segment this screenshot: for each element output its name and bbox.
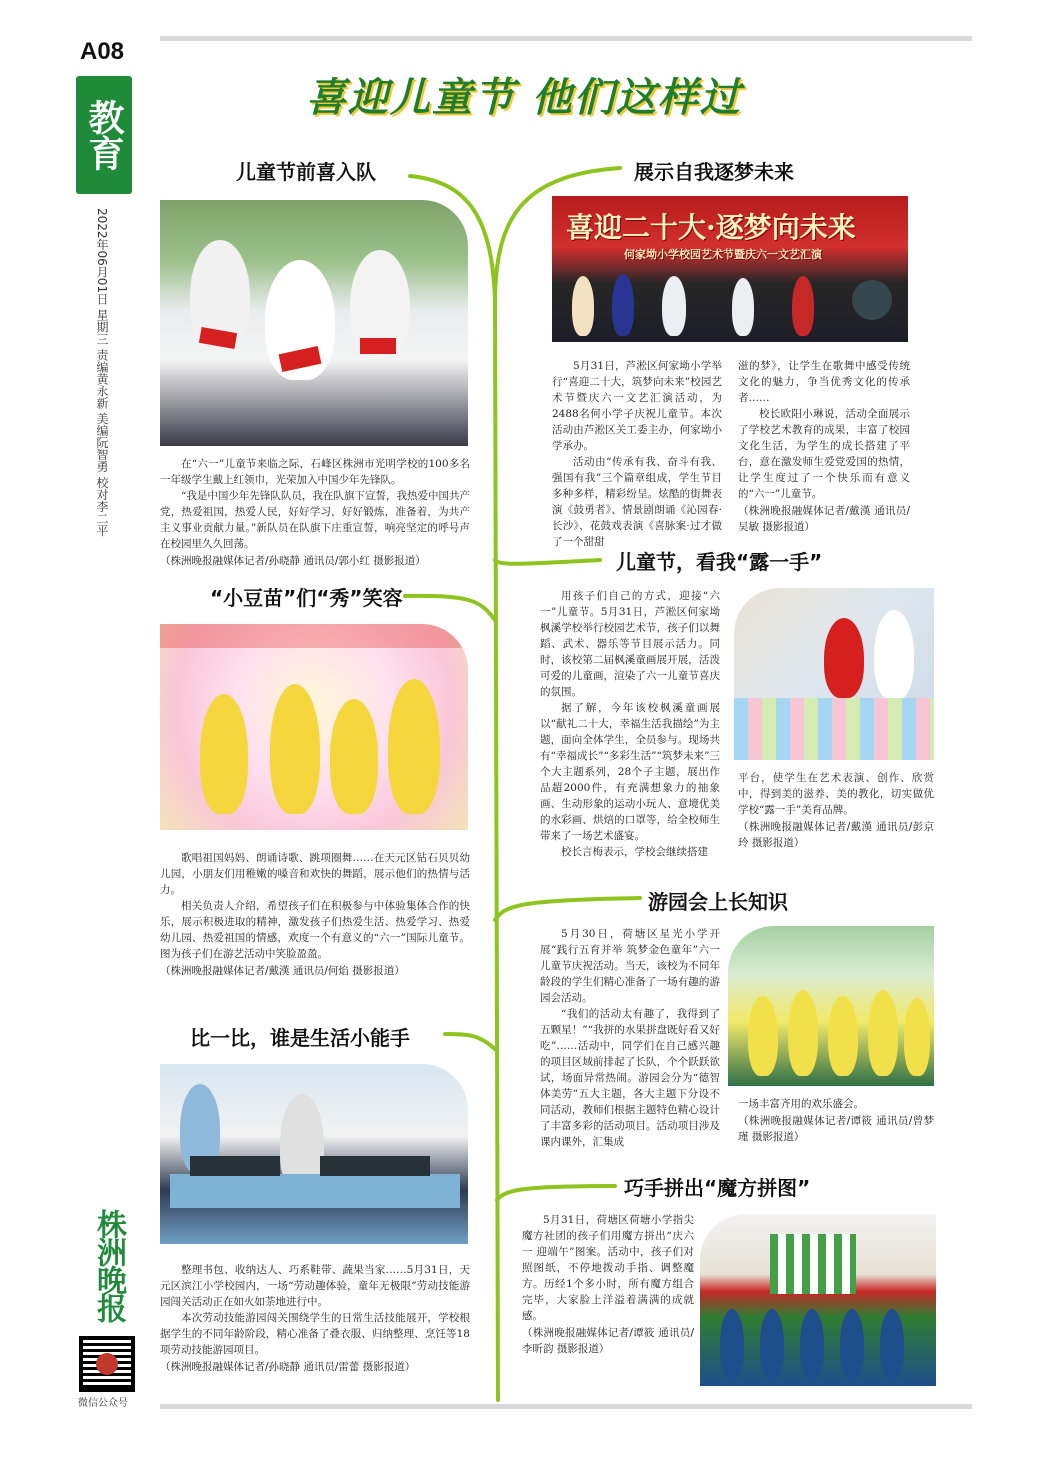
article-credit: （株洲晚报融媒体记者/戴漢 通讯员/吴敏 摄影报道）	[738, 505, 910, 533]
photo-life-skills	[160, 1064, 468, 1244]
article-credit: （株洲晚报融媒体记者/谭筱 通讯员/李昕韵 摄影报道）	[522, 1327, 694, 1355]
paragraph: “我们的活动太有趣了，我得到了五颗星！”“我拼的水果拼盘既好看又好吃”……活动中，同学们在自己感兴趣的项目区域前排起了长队，个个跃跃欲试，场面异常热闹。游园会分为“德智体美劳”五大主题，各大主题下分设不同活动，教师们根据主题特色精心设计了丰富多彩的活动项目。活动项目涉及课内课外，汇集成	[540, 1008, 720, 1148]
section-tab: 教育	[76, 76, 132, 194]
branch-a6	[495, 898, 640, 920]
article-title-garden-party: 游园会上长知识	[648, 890, 788, 914]
article-credit: （株洲晚报融媒体记者/孙晓静 通讯员/郭小红 摄影报道）	[160, 555, 426, 567]
page-meta: 2022年06月01日 星期三 责编黄永新 美编阮智勇 校对李二平	[95, 208, 109, 537]
paragraph: 用孩子们自己的方式，迎接“六一”儿童节。5月31日，芦淞区何家坳枫溪学校举行校园艺术节，孩子们以舞蹈、武术、器乐等节目展示活力。同时，该校第二届枫溪童画展开展，活泼可爱的儿童画，渲染了六一儿童节喜庆的氛围。	[540, 590, 720, 698]
newspaper-logo: 株洲晚报	[91, 1209, 126, 1321]
article-credit: （株洲晚报融媒体记者/戴漢 通讯员/何焰 摄影报道）	[160, 965, 405, 977]
article-credit: （株洲晚报融媒体记者/谭筱 通讯员/曾梦瑾 摄影报道）	[738, 1115, 934, 1143]
paragraph: 一场丰富齐用的欢乐盛会。	[738, 1098, 864, 1110]
photo-pioneers-ceremony	[160, 200, 468, 446]
qr-logo-icon	[96, 1353, 118, 1375]
article-body-join-pioneers	[160, 456, 470, 569]
paragraph: 平台，使学生在艺术表演、创作、欣赏中，得到美的滋养、美的教化，切实做优学校“露一手”美育品牌。	[738, 772, 934, 816]
photo-kindergarten-dance	[160, 624, 468, 830]
photo-children-paintings	[734, 588, 934, 760]
paragraph: 5月31日，荷塘区荷塘小学指尖魔方社团的孩子们用魔方拼出“庆六一 迎端午”图案。活动中，孩子们对照图纸，不停地拨动手指、调整魔方。历经1个多小时，所有魔方组合完毕，大家脸上洋溢着满满的成就感。	[522, 1214, 694, 1322]
paragraph: 本次劳动技能游园闯关围绕学生的日常生活技能展开，学校根据学生的不同年龄阶段，精心准备了叠衣服、归纳整理、烹饪等18项劳动技能游园项目。	[160, 1312, 470, 1356]
qr-label: 微信公众号	[78, 1398, 128, 1409]
paragraph: 据了解，今年该校枫溪童画展以“献礼二十大，幸福生活我描绘”为主题，面向全体学生，全员参与。现场共有“幸福成长”“多彩生活”“筑梦未来”三个大主题系列，28个子主题，展出作品超2000件，有充满想象力的抽象画、生动形象的运动小玩人、意境优美的水彩画、烘焙的口罩等，给全校师生带来了一场艺术盛宴。	[540, 702, 720, 842]
article-body-garden-party	[540, 926, 720, 1150]
photo-rubik-puzzle	[700, 1214, 936, 1386]
article-title-dream-future: 展示自我逐梦未来	[634, 160, 794, 184]
article-title-life-skills: 比一比，谁是生活小能手	[190, 1026, 410, 1050]
photo-stage-performance	[552, 196, 908, 342]
paragraph: 相关负责人介绍，希望孩子们在积极参与中体验集体合作的快乐，展示积极进取的精神，激发孩子们热爱生活、热爱学习、热爱幼儿园、热爱祖国的情感，欢度一个有意义的“六一”国际儿童节。图为孩子们在游艺活动中笑脸盈盈。	[160, 900, 470, 960]
branch-a3	[445, 1034, 496, 1050]
branch-a2	[405, 596, 495, 620]
paragraph: 校长言梅表示，学校会继续搭建	[561, 846, 708, 858]
article-body-show-skills	[540, 588, 720, 860]
paragraph: “我是中国少年先锋队队员，我在队旗下宣誓，我热爱中国共产党，热爱祖国，热爱人民，好好学习，好好锻炼，准备着，为共产主义事业贡献力量。”新队员在队旗下庄重宣誓，响亮坚定的呼号声在校园里久久回荡。	[160, 490, 470, 550]
top-rule	[160, 36, 972, 41]
article-body-dream-future-col2	[738, 358, 910, 535]
branch-a5	[495, 560, 600, 564]
paragraph: 5月31日，芦淞区何家坳小学举行“喜迎二十大，筑梦向未来”校园艺术节暨庆六一文艺汇演活动，为2488名何小学子庆祝儿童节。本次活动由芦淞区关工委主办，何家坳小学承办。	[552, 360, 722, 452]
banner-text: 喜迎二十大·逐梦向未来	[566, 211, 856, 244]
article-title-rubik-puzzle: 巧手拼出“魔方拼图”	[624, 1176, 811, 1200]
branch-a7	[497, 1186, 615, 1200]
page-headline: 喜迎儿童节 他们这样过	[306, 75, 742, 121]
paragraph: 在“六一”儿童节来临之际，石峰区株洲市光明学校的100多名一年级学生戴上红领巾，光荣加入中国少年先锋队。	[160, 458, 470, 486]
paragraph: 整理书包、收纳达人、巧系鞋带、蔬果当家……5月31日，天元区滨江小学校园内，一场“劳动趣体验，童年无极限”劳动技能游园闯关活动正在如火如荼地进行中。	[160, 1264, 470, 1308]
paragraph: 校长欧阳小琳说，活动全面展示了学校艺术教育的成果，丰富了校园文化生活，为学生的成长搭建了平台，意在激发师生爱党爱国的热情，让学生度过了一个快乐而有意义的“六一”儿童节。	[738, 408, 910, 500]
article-credit: （株洲晚报融媒体记者/戴漢 通讯员/彭京玲 摄影报道）	[738, 821, 934, 849]
article-body-dream-future-col1	[552, 358, 722, 550]
article-body-kindergarten	[160, 850, 470, 979]
article-title-join-pioneers: 儿童节前喜入队	[236, 160, 376, 184]
article-body-garden-party-col2	[738, 1096, 934, 1145]
paragraph: 歌唱祖国妈妈、朗诵诗歌、跳项圈舞……在天元区钻石贝贝幼儿园，小朋友们用稚嫩的嗓音和欢快的舞蹈，展示他们的热情与活力。	[160, 852, 470, 896]
article-body-rubik-puzzle	[522, 1212, 694, 1357]
article-body-show-skills-col2	[738, 770, 934, 851]
paragraph: 滋的梦》，让学生在歌舞中感受传统文化的魅力，争当优秀文化的传承者……	[738, 360, 910, 404]
bottom-rule	[160, 1404, 972, 1409]
article-title-show-skills: 儿童节，看我“露一手”	[616, 550, 823, 574]
photo-garden-party	[728, 926, 934, 1086]
article-body-life-skills	[160, 1262, 470, 1375]
banner-subtext: 何家坳小学校园艺术节暨庆六一文艺汇演	[624, 248, 822, 261]
article-title-kindergarten: “小豆苗”们“秀”笑容	[210, 586, 403, 610]
article-credit: （株洲晚报融媒体记者/孙晓静 通讯员/雷蕾 摄影报道）	[160, 1361, 416, 1373]
paragraph: 5月30日，荷塘区星光小学开展“践行五育并举 筑梦金色童年”六一儿童节庆祝活动。当天，该校为不同年龄段的学生们精心准备了一场有趣的游园会活动。	[540, 928, 720, 1004]
page-number: A08	[80, 38, 125, 65]
paragraph: 活动由“传承有我、奋斗有我、强国有我”三个篇章组成，学生节目多种多样，精彩纷呈。炫酷的街舞表演《鼓勇者》、情景剧朗诵《沁园春·长沙》、花鼓戏表演《喜脉案·过才做了一个甜甜	[552, 456, 722, 548]
